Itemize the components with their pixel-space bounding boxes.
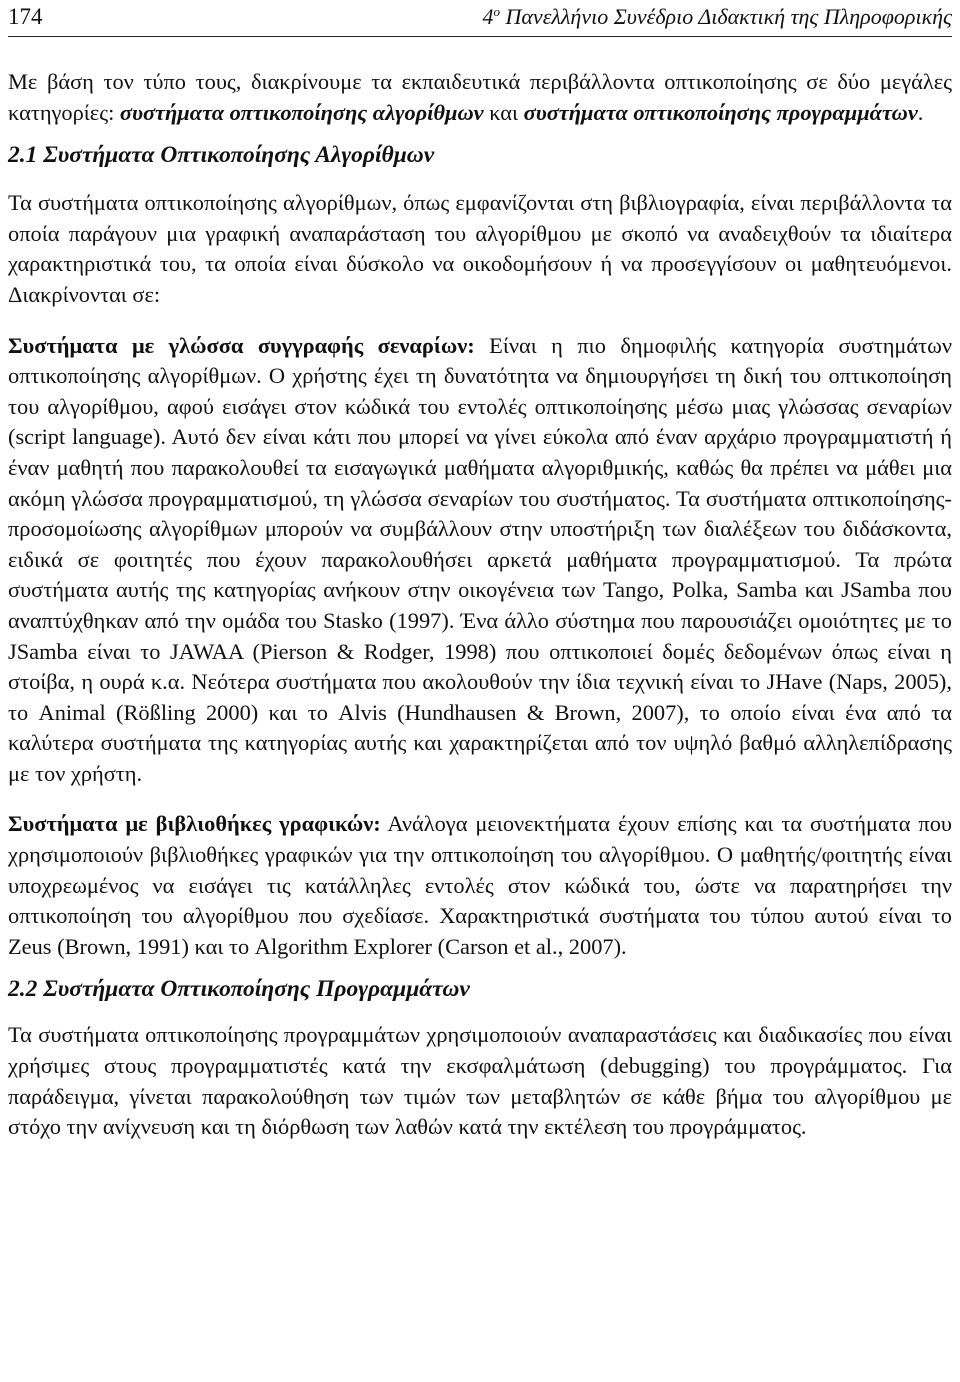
scripting-systems-paragraph [8,331,952,790]
section-heading-2-2: 2.2 Συστήματα Οπτικοποίησης Προγραμμάτων [8,976,470,1003]
scripting-systems-body: Είναι η πιο δημοφιλής κατηγορία συστημάτων οπτικοποίησης αλγορίθμων. Ο χρήστης έχει τη δυνατότητα να δημιουργήσει τη δική του οπτικοποίηση του αλγορίθμου, αφού εισάγει στον κώδικά του εντολές οπτικοποίησης μέσω μιας γλώσσας σεναρίων (script language). Αυτό δεν είναι κάτι που μπορεί να γίνει εύκολα από έναν αρχάριο προγραμματιστή ή έναν μαθητή που παρακολουθεί τα εισαγωγικά μαθήματα αλγοριθμικής, καθώς θα πρέπει να μάθει μια ακόμη γλώσσα προγραμματισμού, τη γλώσσα σεναρίων του συστήματος. Τα συστήματα οπτικοποίησης-προσομοίωσης αλγορίθμων μπορούν να συμβάλλουν στην υποστήριξη των διαλέξεων του διδάσκοντα, ειδικά σε φοιτητές που έχουν παρακολουθήσει αρκετά μαθήματα προγραμματισμού. Τα πρώτα συστήματα αυτής της κατηγορίας ανήκουν στην οικογένεια των Tango, Polka, Samba και JSamba που αναπτύχθηκαν από την ομάδα του Stasko (1997). Ένα άλλο σύστημα που παρουσιάζει ομοιότητες με το JSamba είναι το JAWAA (Pierson & Rodger, 1998) που οπτικοποιεί δομές δεδομένων όπως είναι η στοίβα, η ουρά κ.α. Νεότερα συστήματα που ακολουθούν την ίδια τεχνική είναι το JHave (Naps, 2005), το Animal (Rößling 2000) και το Alvis (Hundhausen & Brown, 2007), το οποίο είναι ένα από τα καλύτερα συστήματα της κατηγορίας αυτής και χαρακτηρίζεται από τον υψηλό βαθμό αλληλεπίδρασης με τον χρήστη. [8,332,952,786]
scripting-systems-lead: Συστήματα με γλώσσα συγγραφής σεναρίων: [8,332,475,358]
graphics-library-paragraph [8,809,952,962]
intro-paragraph [8,67,952,128]
section-2-1-paragraph: Τα συστήματα οπτικοποίησης αλγορίθμων, όπως εμφανίζονται στη βιβλιογραφία, είναι περιβάλλοντα τα οποία παράγουν μια γραφική αναπαράσταση του αλγορίθμου με σκοπό να αναδειχθούν τα ιδιαίτερα χαρακτηριστικά του, τα οποία είναι δύσκολο να οικοδομήσουν ή να προσεγγίσουν οι μαθητευόμενοι. Διακρίνονται σε: [8,190,952,307]
conference-ordinal: 4 [482,4,494,29]
graphics-library-body: Ανάλογα μειονεκτήματα έχουν επίσης και τα συστήματα που χρησιμοποιούν βιβλιοθήκες γραφικών για την οπτικοποίηση του αλγορίθμου. Ο μαθητής/φοιτητής είναι υποχρεωμένος να εισάγει τις κατάλληλες εντολές στον κώδικά του, ώστε να παρατηρήσει την οπτικοποίηση του αλγορίθμου που σχεδίασε. Χαρακτηριστικά συστήματα του τύπου αυτού είναι το Zeus (Brown, 1991) και το Algorithm Explorer (Carson et al., 2007). [8,811,953,959]
conference-ordinal-suffix: ο [493,4,500,19]
graphics-library-lead: Συστήματα με βιβλιοθήκες γραφικών: [8,811,381,837]
conference-title [483,2,953,32]
section-heading-2-1: 2.1 Συστήματα Οπτικοποίησης Αλγορίθμων [8,142,435,169]
intro-text-3: . [917,99,924,125]
term-algorithm-visualization: συστήματα οπτικοποίησης αλγορίθμων [119,99,484,125]
document-page [8,0,952,1143]
page-number: 174 [8,4,43,29]
section-2-2-paragraph: Τα συστήματα οπτικοποίησης προγραμμάτων χρησιμοποιούν αναπαραστάσεις και διαδικασίες που είναι χρήσιμες στους προγραμματιστές κατά την εκσφαλμάτωση (debugging) του προγράμματος. Για παράδειγμα, γίνεται παρακολούθηση των τιμών των μεταβλητών σε κάθε βήμα του αλγορίθμου με στόχο την ανίχνευση και τη διόρθωση των λαθών κατά την εκτέλεση του προγράμματος. [8,1022,952,1140]
term-program-visualization: συστήματα οπτικοποίησης προγραμμάτων [523,99,918,125]
conference-title-text: Πανελλήνιο Συνέδριο Διδακτική της Πληροφορικής [505,4,952,29]
running-header [8,0,952,37]
body-text [8,67,952,1143]
intro-text-1: Με βάση τον τύπο τους, διακρίνουμε τα εκπαιδευτικά περιβάλλοντα οπτικοποίησης σε δύο μεγάλες κατηγορίες: [8,69,952,125]
intro-text-2: και [483,99,524,125]
